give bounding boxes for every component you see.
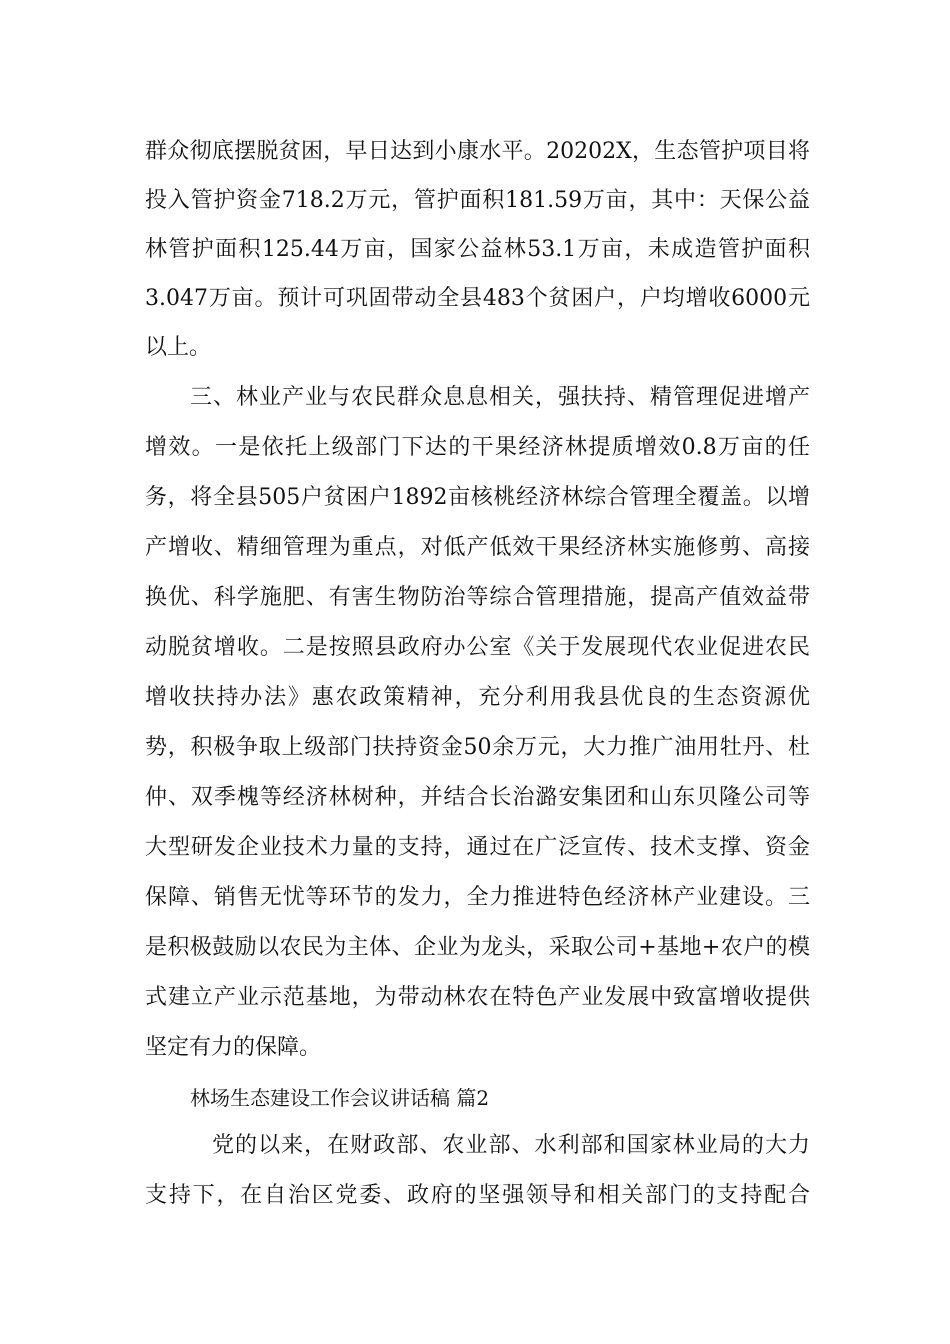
text-line: 势，积极争取上级部门扶持资金50余万元，大力推广油用牡丹、杜 bbox=[145, 735, 810, 760]
text-line: 群众彻底摆脱贫困，早日达到小康水平。20202X，生态管护项目将 bbox=[145, 139, 810, 164]
text-line: 是积极鼓励以农民为主体、企业为龙头，采取公司+基地+农户的模 bbox=[145, 935, 810, 960]
text-line: 以上。 bbox=[145, 335, 212, 360]
text-line: 换优、科学施肥、有害生物防治等综合管理措施，提高产值效益带 bbox=[145, 585, 810, 610]
section-heading: 林场生态建设工作会议讲话稿 篇2 bbox=[190, 1086, 490, 1110]
text-line: 投入管护资金718.2万元，管护面积181.59万亩，其中：天保公益 bbox=[145, 188, 810, 213]
text-line: 支持下，在自治区党委、政府的坚强领导和相关部门的支持配合 bbox=[145, 1183, 810, 1208]
text-line: 务，将全县505户贫困户1892亩核桃经济林综合管理全覆盖。以增 bbox=[145, 485, 810, 510]
text-line: 3.047万亩。预计可巩固带动全县483个贫困户，户均增收6000元 bbox=[145, 286, 810, 311]
text-line: 式建立产业示范基地，为带动林农在特色产业发展中致富增收提供 bbox=[145, 985, 810, 1010]
text-line: 大型研发企业技术力量的支持，通过在广泛宣传、技术支撑、资金 bbox=[145, 835, 810, 860]
text-line: 保障、销售无忧等环节的发力，全力推进特色经济林产业建设。三 bbox=[145, 885, 810, 910]
text-line: 增收扶持办法》惠农政策精神，充分利用我县优良的生态资源优 bbox=[145, 685, 810, 710]
text-line: 动脱贫增收。二是按照县政府办公室《关于发展现代农业促进农民 bbox=[145, 635, 810, 660]
text-line: 坚定有力的保障。 bbox=[145, 1035, 322, 1060]
text-line: 三、林业产业与农民群众息息相关，强扶持、精管理促进增产 bbox=[190, 385, 810, 410]
text-line: 产增收、精细管理为重点，对低产低效干果经济林实施修剪、高接 bbox=[145, 535, 810, 560]
text-line: 林管护面积125.44万亩，国家公益林53.1万亩，未成造管护面积 bbox=[145, 237, 810, 262]
text-line: 增效。一是依托上级部门下达的干果经济林提质增效0.8万亩的任 bbox=[145, 435, 810, 460]
text-line: 党的以来，在财政部、农业部、水利部和国家林业局的大力 bbox=[212, 1133, 810, 1158]
text-line: 仲、双季槐等经济林树种，并结合长治潞安集团和山东贝隆公司等 bbox=[145, 785, 810, 810]
